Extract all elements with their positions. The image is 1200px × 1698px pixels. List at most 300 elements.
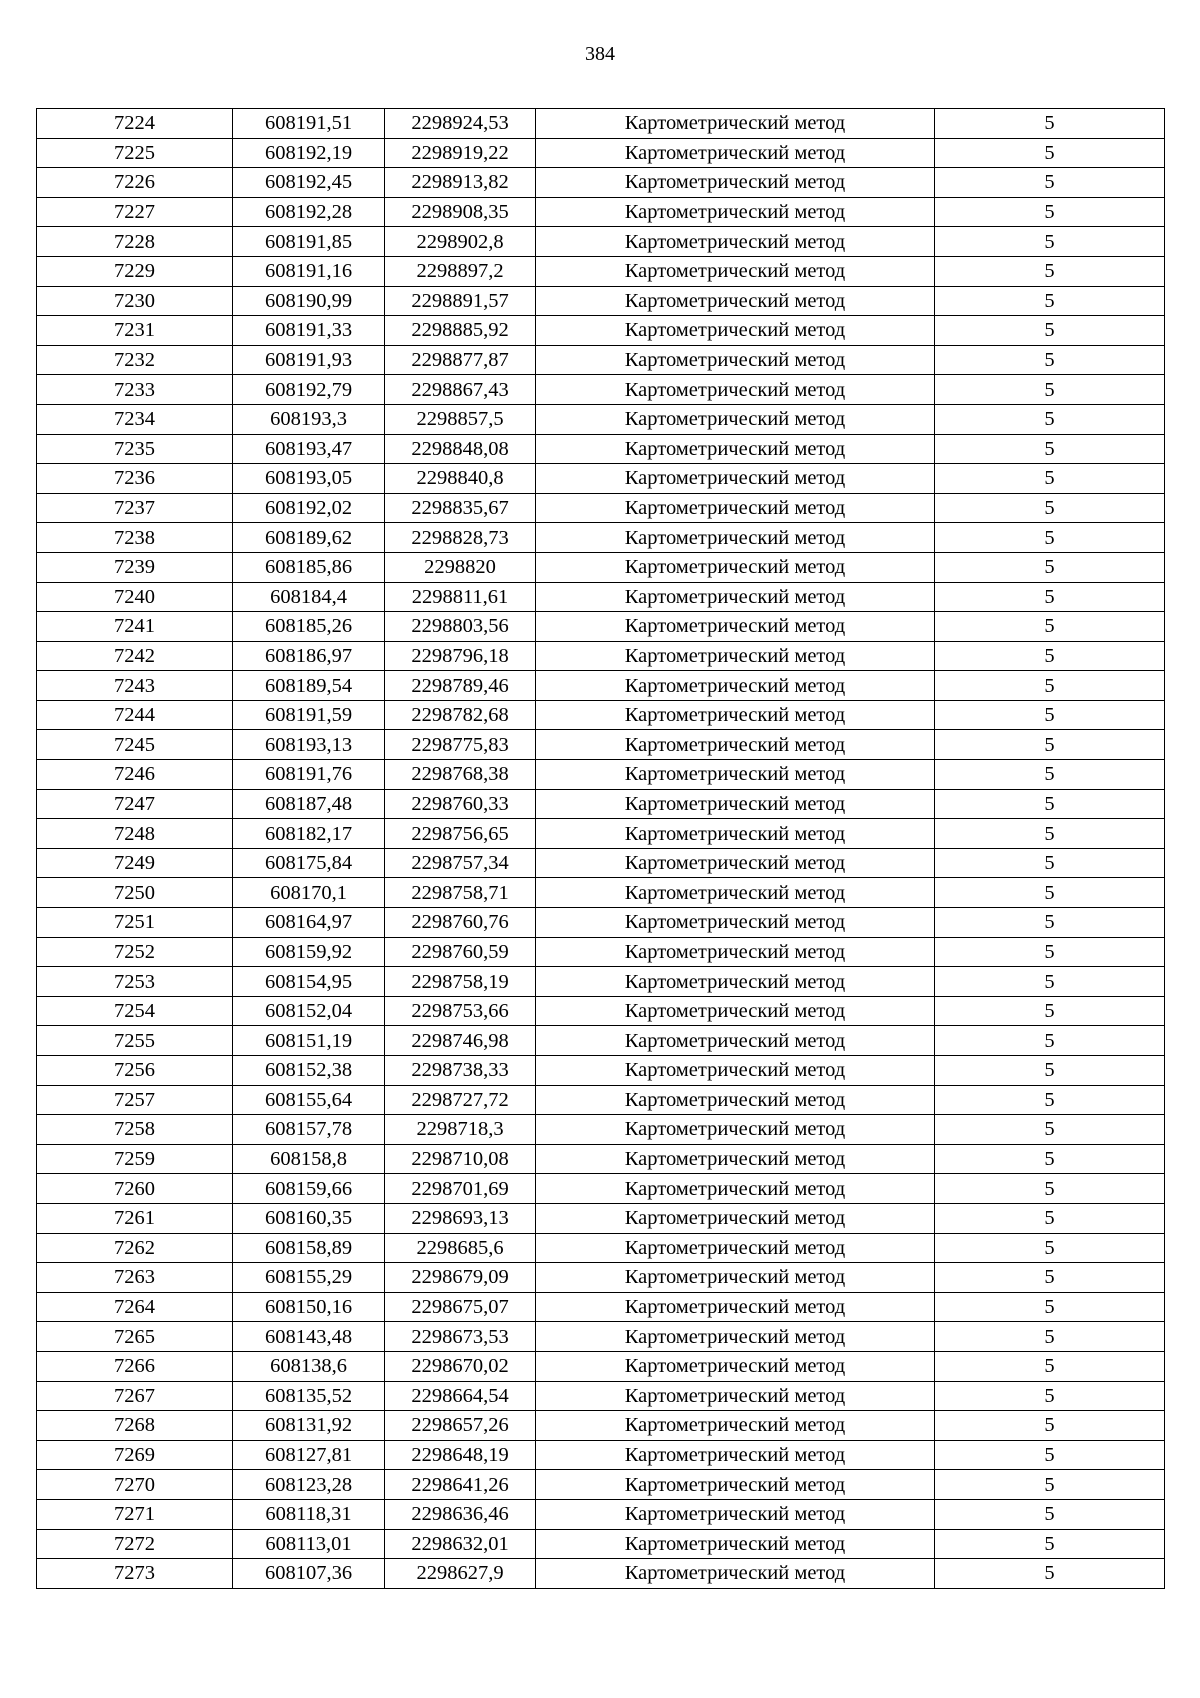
method-cell: Картометрический метод	[536, 286, 935, 316]
y-coordinate-cell: 2298636,46	[385, 1499, 536, 1529]
point-number-cell: 7226	[37, 168, 233, 198]
point-number-cell: 7235	[37, 434, 233, 464]
table-row	[37, 760, 1165, 790]
point-number-cell: 7228	[37, 227, 233, 257]
point-number-cell: 7227	[37, 197, 233, 227]
method-cell: Картометрический метод	[536, 227, 935, 257]
accuracy-cell: 5	[935, 730, 1165, 760]
point-number-cell: 7259	[37, 1144, 233, 1174]
table-row	[37, 612, 1165, 642]
point-number-cell: 7249	[37, 848, 233, 878]
x-coordinate-cell: 608189,54	[233, 671, 385, 701]
point-number-cell: 7251	[37, 908, 233, 938]
accuracy-cell: 5	[935, 316, 1165, 346]
table-row	[37, 1203, 1165, 1233]
y-coordinate-cell: 2298897,2	[385, 256, 536, 286]
y-coordinate-cell: 2298877,87	[385, 345, 536, 375]
table-row	[37, 1026, 1165, 1056]
table-row	[37, 1440, 1165, 1470]
x-coordinate-cell: 608175,84	[233, 848, 385, 878]
x-coordinate-cell: 608107,36	[233, 1559, 385, 1589]
table-row	[37, 552, 1165, 582]
method-cell: Картометрический метод	[536, 908, 935, 938]
accuracy-cell: 5	[935, 671, 1165, 701]
table-row	[37, 256, 1165, 286]
accuracy-cell: 5	[935, 700, 1165, 730]
x-coordinate-cell: 608152,38	[233, 1056, 385, 1086]
x-coordinate-cell: 608184,4	[233, 582, 385, 612]
point-number-cell: 7229	[37, 256, 233, 286]
y-coordinate-cell: 2298857,5	[385, 404, 536, 434]
y-coordinate-cell: 2298641,26	[385, 1470, 536, 1500]
x-coordinate-cell: 608193,13	[233, 730, 385, 760]
table-row	[37, 1292, 1165, 1322]
point-number-cell: 7253	[37, 967, 233, 997]
y-coordinate-cell: 2298840,8	[385, 464, 536, 494]
x-coordinate-cell: 608185,86	[233, 552, 385, 582]
accuracy-cell: 5	[935, 109, 1165, 139]
table-row	[37, 996, 1165, 1026]
point-number-cell: 7239	[37, 552, 233, 582]
accuracy-cell: 5	[935, 1263, 1165, 1293]
x-coordinate-cell: 608138,6	[233, 1351, 385, 1381]
x-coordinate-cell: 608159,92	[233, 937, 385, 967]
y-coordinate-cell: 2298919,22	[385, 138, 536, 168]
y-coordinate-cell: 2298796,18	[385, 641, 536, 671]
x-coordinate-cell: 608192,19	[233, 138, 385, 168]
table-row	[37, 375, 1165, 405]
point-number-cell: 7263	[37, 1263, 233, 1293]
method-cell: Картометрический метод	[536, 996, 935, 1026]
point-number-cell: 7254	[37, 996, 233, 1026]
method-cell: Картометрический метод	[536, 1351, 935, 1381]
accuracy-cell: 5	[935, 1559, 1165, 1589]
accuracy-cell: 5	[935, 1292, 1165, 1322]
method-cell: Картометрический метод	[536, 1292, 935, 1322]
method-cell: Картометрический метод	[536, 1470, 935, 1500]
y-coordinate-cell: 2298760,76	[385, 908, 536, 938]
x-coordinate-cell: 608164,97	[233, 908, 385, 938]
accuracy-cell: 5	[935, 1233, 1165, 1263]
x-coordinate-cell: 608152,04	[233, 996, 385, 1026]
coordinates-table-body	[37, 109, 1165, 1589]
x-coordinate-cell: 608155,29	[233, 1263, 385, 1293]
y-coordinate-cell: 2298885,92	[385, 316, 536, 346]
x-coordinate-cell: 608192,45	[233, 168, 385, 198]
x-coordinate-cell: 608160,35	[233, 1203, 385, 1233]
accuracy-cell: 5	[935, 1174, 1165, 1204]
method-cell: Картометрический метод	[536, 848, 935, 878]
point-number-cell: 7238	[37, 523, 233, 553]
table-row	[37, 109, 1165, 139]
method-cell: Картометрический метод	[536, 582, 935, 612]
table-row	[37, 641, 1165, 671]
point-number-cell: 7242	[37, 641, 233, 671]
accuracy-cell: 5	[935, 760, 1165, 790]
coordinates-table	[36, 108, 1165, 1589]
accuracy-cell: 5	[935, 819, 1165, 849]
table-row	[37, 464, 1165, 494]
x-coordinate-cell: 608193,3	[233, 404, 385, 434]
method-cell: Картометрический метод	[536, 1529, 935, 1559]
point-number-cell: 7230	[37, 286, 233, 316]
y-coordinate-cell: 2298924,53	[385, 109, 536, 139]
x-coordinate-cell: 608158,89	[233, 1233, 385, 1263]
accuracy-cell: 5	[935, 1026, 1165, 1056]
x-coordinate-cell: 608191,93	[233, 345, 385, 375]
point-number-cell: 7270	[37, 1470, 233, 1500]
y-coordinate-cell: 2298746,98	[385, 1026, 536, 1056]
table-row	[37, 1529, 1165, 1559]
method-cell: Картометрический метод	[536, 1026, 935, 1056]
x-coordinate-cell: 608123,28	[233, 1470, 385, 1500]
x-coordinate-cell: 608118,31	[233, 1499, 385, 1529]
y-coordinate-cell: 2298675,07	[385, 1292, 536, 1322]
method-cell: Картометрический метод	[536, 1263, 935, 1293]
method-cell: Картометрический метод	[536, 1322, 935, 1352]
table-row	[37, 730, 1165, 760]
method-cell: Картометрический метод	[536, 345, 935, 375]
method-cell: Картометрический метод	[536, 700, 935, 730]
y-coordinate-cell: 2298756,65	[385, 819, 536, 849]
x-coordinate-cell: 608131,92	[233, 1411, 385, 1441]
method-cell: Картометрический метод	[536, 523, 935, 553]
table-row	[37, 819, 1165, 849]
method-cell: Картометрический метод	[536, 937, 935, 967]
point-number-cell: 7231	[37, 316, 233, 346]
x-coordinate-cell: 608186,97	[233, 641, 385, 671]
accuracy-cell: 5	[935, 1056, 1165, 1086]
y-coordinate-cell: 2298648,19	[385, 1440, 536, 1470]
method-cell: Картометрический метод	[536, 641, 935, 671]
accuracy-cell: 5	[935, 345, 1165, 375]
table-row	[37, 582, 1165, 612]
accuracy-cell: 5	[935, 1499, 1165, 1529]
table-row	[37, 848, 1165, 878]
table-row	[37, 1411, 1165, 1441]
point-number-cell: 7240	[37, 582, 233, 612]
point-number-cell: 7255	[37, 1026, 233, 1056]
x-coordinate-cell: 608191,51	[233, 109, 385, 139]
accuracy-cell: 5	[935, 848, 1165, 878]
point-number-cell: 7234	[37, 404, 233, 434]
table-row	[37, 789, 1165, 819]
page-number: 384	[585, 43, 615, 65]
table-row	[37, 1499, 1165, 1529]
table-row	[37, 493, 1165, 523]
x-coordinate-cell: 608113,01	[233, 1529, 385, 1559]
method-cell: Картометрический метод	[536, 1381, 935, 1411]
y-coordinate-cell: 2298701,69	[385, 1174, 536, 1204]
x-coordinate-cell: 608192,28	[233, 197, 385, 227]
accuracy-cell: 5	[935, 1440, 1165, 1470]
accuracy-cell: 5	[935, 1529, 1165, 1559]
x-coordinate-cell: 608158,8	[233, 1144, 385, 1174]
method-cell: Картометрический метод	[536, 1144, 935, 1174]
table-row	[37, 1056, 1165, 1086]
y-coordinate-cell: 2298693,13	[385, 1203, 536, 1233]
x-coordinate-cell: 608182,17	[233, 819, 385, 849]
y-coordinate-cell: 2298627,9	[385, 1559, 536, 1589]
accuracy-cell: 5	[935, 582, 1165, 612]
point-number-cell: 7241	[37, 612, 233, 642]
table-row	[37, 1559, 1165, 1589]
table-row	[37, 197, 1165, 227]
point-number-cell: 7273	[37, 1559, 233, 1589]
accuracy-cell: 5	[935, 1322, 1165, 1352]
y-coordinate-cell: 2298710,08	[385, 1144, 536, 1174]
x-coordinate-cell: 608192,02	[233, 493, 385, 523]
table-row	[37, 671, 1165, 701]
method-cell: Картометрический метод	[536, 168, 935, 198]
point-number-cell: 7247	[37, 789, 233, 819]
table-row	[37, 404, 1165, 434]
table-row	[37, 345, 1165, 375]
y-coordinate-cell: 2298835,67	[385, 493, 536, 523]
x-coordinate-cell: 608127,81	[233, 1440, 385, 1470]
table-row	[37, 700, 1165, 730]
accuracy-cell: 5	[935, 552, 1165, 582]
accuracy-cell: 5	[935, 168, 1165, 198]
y-coordinate-cell: 2298891,57	[385, 286, 536, 316]
point-number-cell: 7267	[37, 1381, 233, 1411]
table-row	[37, 1351, 1165, 1381]
accuracy-cell: 5	[935, 1411, 1165, 1441]
y-coordinate-cell: 2298670,02	[385, 1351, 536, 1381]
point-number-cell: 7262	[37, 1233, 233, 1263]
y-coordinate-cell: 2298738,33	[385, 1056, 536, 1086]
x-coordinate-cell: 608170,1	[233, 878, 385, 908]
x-coordinate-cell: 608190,99	[233, 286, 385, 316]
point-number-cell: 7266	[37, 1351, 233, 1381]
y-coordinate-cell: 2298820	[385, 552, 536, 582]
table-row	[37, 1233, 1165, 1263]
x-coordinate-cell: 608143,48	[233, 1322, 385, 1352]
y-coordinate-cell: 2298758,19	[385, 967, 536, 997]
table-row	[37, 168, 1165, 198]
x-coordinate-cell: 608157,78	[233, 1115, 385, 1145]
y-coordinate-cell: 2298757,34	[385, 848, 536, 878]
method-cell: Картометрический метод	[536, 375, 935, 405]
method-cell: Картометрический метод	[536, 1440, 935, 1470]
point-number-cell: 7248	[37, 819, 233, 849]
point-number-cell: 7236	[37, 464, 233, 494]
y-coordinate-cell: 2298902,8	[385, 227, 536, 257]
table-row	[37, 1115, 1165, 1145]
point-number-cell: 7246	[37, 760, 233, 790]
point-number-cell: 7237	[37, 493, 233, 523]
accuracy-cell: 5	[935, 1085, 1165, 1115]
method-cell: Картометрический метод	[536, 1085, 935, 1115]
point-number-cell: 7256	[37, 1056, 233, 1086]
accuracy-cell: 5	[935, 404, 1165, 434]
y-coordinate-cell: 2298768,38	[385, 760, 536, 790]
x-coordinate-cell: 608191,76	[233, 760, 385, 790]
table-row	[37, 1263, 1165, 1293]
point-number-cell: 7260	[37, 1174, 233, 1204]
point-number-cell: 7257	[37, 1085, 233, 1115]
accuracy-cell: 5	[935, 138, 1165, 168]
accuracy-cell: 5	[935, 612, 1165, 642]
y-coordinate-cell: 2298727,72	[385, 1085, 536, 1115]
table-row	[37, 878, 1165, 908]
y-coordinate-cell: 2298908,35	[385, 197, 536, 227]
accuracy-cell: 5	[935, 789, 1165, 819]
point-number-cell: 7271	[37, 1499, 233, 1529]
accuracy-cell: 5	[935, 1144, 1165, 1174]
x-coordinate-cell: 608192,79	[233, 375, 385, 405]
table-row	[37, 967, 1165, 997]
y-coordinate-cell: 2298718,3	[385, 1115, 536, 1145]
accuracy-cell: 5	[935, 908, 1165, 938]
y-coordinate-cell: 2298803,56	[385, 612, 536, 642]
table-row	[37, 1470, 1165, 1500]
accuracy-cell: 5	[935, 375, 1165, 405]
point-number-cell: 7272	[37, 1529, 233, 1559]
point-number-cell: 7233	[37, 375, 233, 405]
method-cell: Картометрический метод	[536, 1233, 935, 1263]
y-coordinate-cell: 2298848,08	[385, 434, 536, 464]
x-coordinate-cell: 608193,47	[233, 434, 385, 464]
point-number-cell: 7243	[37, 671, 233, 701]
table-row	[37, 316, 1165, 346]
point-number-cell: 7250	[37, 878, 233, 908]
y-coordinate-cell: 2298913,82	[385, 168, 536, 198]
y-coordinate-cell: 2298657,26	[385, 1411, 536, 1441]
point-number-cell: 7245	[37, 730, 233, 760]
accuracy-cell: 5	[935, 523, 1165, 553]
point-number-cell: 7265	[37, 1322, 233, 1352]
method-cell: Картометрический метод	[536, 878, 935, 908]
y-coordinate-cell: 2298664,54	[385, 1381, 536, 1411]
method-cell: Картометрический метод	[536, 1499, 935, 1529]
x-coordinate-cell: 608193,05	[233, 464, 385, 494]
y-coordinate-cell: 2298679,09	[385, 1263, 536, 1293]
method-cell: Картометрический метод	[536, 1174, 935, 1204]
accuracy-cell: 5	[935, 256, 1165, 286]
accuracy-cell: 5	[935, 967, 1165, 997]
y-coordinate-cell: 2298867,43	[385, 375, 536, 405]
table-row	[37, 1322, 1165, 1352]
point-number-cell: 7258	[37, 1115, 233, 1145]
point-number-cell: 7261	[37, 1203, 233, 1233]
accuracy-cell: 5	[935, 1115, 1165, 1145]
y-coordinate-cell: 2298632,01	[385, 1529, 536, 1559]
point-number-cell: 7225	[37, 138, 233, 168]
x-coordinate-cell: 608185,26	[233, 612, 385, 642]
point-number-cell: 7269	[37, 1440, 233, 1470]
method-cell: Картометрический метод	[536, 730, 935, 760]
point-number-cell: 7224	[37, 109, 233, 139]
point-number-cell: 7232	[37, 345, 233, 375]
x-coordinate-cell: 608191,85	[233, 227, 385, 257]
method-cell: Картометрический метод	[536, 256, 935, 286]
method-cell: Картометрический метод	[536, 1559, 935, 1589]
accuracy-cell: 5	[935, 996, 1165, 1026]
method-cell: Картометрический метод	[536, 760, 935, 790]
x-coordinate-cell: 608191,33	[233, 316, 385, 346]
accuracy-cell: 5	[935, 464, 1165, 494]
x-coordinate-cell: 608151,19	[233, 1026, 385, 1056]
method-cell: Картометрический метод	[536, 197, 935, 227]
table-row	[37, 1174, 1165, 1204]
x-coordinate-cell: 608191,16	[233, 256, 385, 286]
table-row	[37, 138, 1165, 168]
accuracy-cell: 5	[935, 434, 1165, 464]
method-cell: Картометрический метод	[536, 404, 935, 434]
table-row	[37, 286, 1165, 316]
x-coordinate-cell: 608150,16	[233, 1292, 385, 1322]
x-coordinate-cell: 608187,48	[233, 789, 385, 819]
accuracy-cell: 5	[935, 878, 1165, 908]
method-cell: Картометрический метод	[536, 109, 935, 139]
method-cell: Картометрический метод	[536, 671, 935, 701]
x-coordinate-cell: 608191,59	[233, 700, 385, 730]
method-cell: Картометрический метод	[536, 1203, 935, 1233]
accuracy-cell: 5	[935, 197, 1165, 227]
method-cell: Картометрический метод	[536, 493, 935, 523]
x-coordinate-cell: 608159,66	[233, 1174, 385, 1204]
accuracy-cell: 5	[935, 1470, 1165, 1500]
y-coordinate-cell: 2298673,53	[385, 1322, 536, 1352]
method-cell: Картометрический метод	[536, 819, 935, 849]
accuracy-cell: 5	[935, 641, 1165, 671]
y-coordinate-cell: 2298828,73	[385, 523, 536, 553]
method-cell: Картометрический метод	[536, 1115, 935, 1145]
y-coordinate-cell: 2298758,71	[385, 878, 536, 908]
x-coordinate-cell: 608189,62	[233, 523, 385, 553]
point-number-cell: 7244	[37, 700, 233, 730]
table-row	[37, 1085, 1165, 1115]
method-cell: Картометрический метод	[536, 967, 935, 997]
method-cell: Картометрический метод	[536, 612, 935, 642]
y-coordinate-cell: 2298811,61	[385, 582, 536, 612]
x-coordinate-cell: 608135,52	[233, 1381, 385, 1411]
accuracy-cell: 5	[935, 1203, 1165, 1233]
coordinates-table-container	[36, 108, 1164, 1589]
y-coordinate-cell: 2298760,33	[385, 789, 536, 819]
method-cell: Картометрический метод	[536, 434, 935, 464]
table-row	[37, 1381, 1165, 1411]
x-coordinate-cell: 608155,64	[233, 1085, 385, 1115]
accuracy-cell: 5	[935, 227, 1165, 257]
method-cell: Картометрический метод	[536, 789, 935, 819]
point-number-cell: 7252	[37, 937, 233, 967]
table-row	[37, 1144, 1165, 1174]
accuracy-cell: 5	[935, 937, 1165, 967]
point-number-cell: 7268	[37, 1411, 233, 1441]
table-row	[37, 523, 1165, 553]
table-row	[37, 227, 1165, 257]
y-coordinate-cell: 2298775,83	[385, 730, 536, 760]
method-cell: Картометрический метод	[536, 464, 935, 494]
accuracy-cell: 5	[935, 1351, 1165, 1381]
y-coordinate-cell: 2298760,59	[385, 937, 536, 967]
table-row	[37, 937, 1165, 967]
method-cell: Картометрический метод	[536, 552, 935, 582]
table-row	[37, 434, 1165, 464]
point-number-cell: 7264	[37, 1292, 233, 1322]
y-coordinate-cell: 2298789,46	[385, 671, 536, 701]
accuracy-cell: 5	[935, 493, 1165, 523]
y-coordinate-cell: 2298685,6	[385, 1233, 536, 1263]
y-coordinate-cell: 2298753,66	[385, 996, 536, 1026]
method-cell: Картометрический метод	[536, 316, 935, 346]
method-cell: Картометрический метод	[536, 1056, 935, 1086]
y-coordinate-cell: 2298782,68	[385, 700, 536, 730]
accuracy-cell: 5	[935, 286, 1165, 316]
x-coordinate-cell: 608154,95	[233, 967, 385, 997]
